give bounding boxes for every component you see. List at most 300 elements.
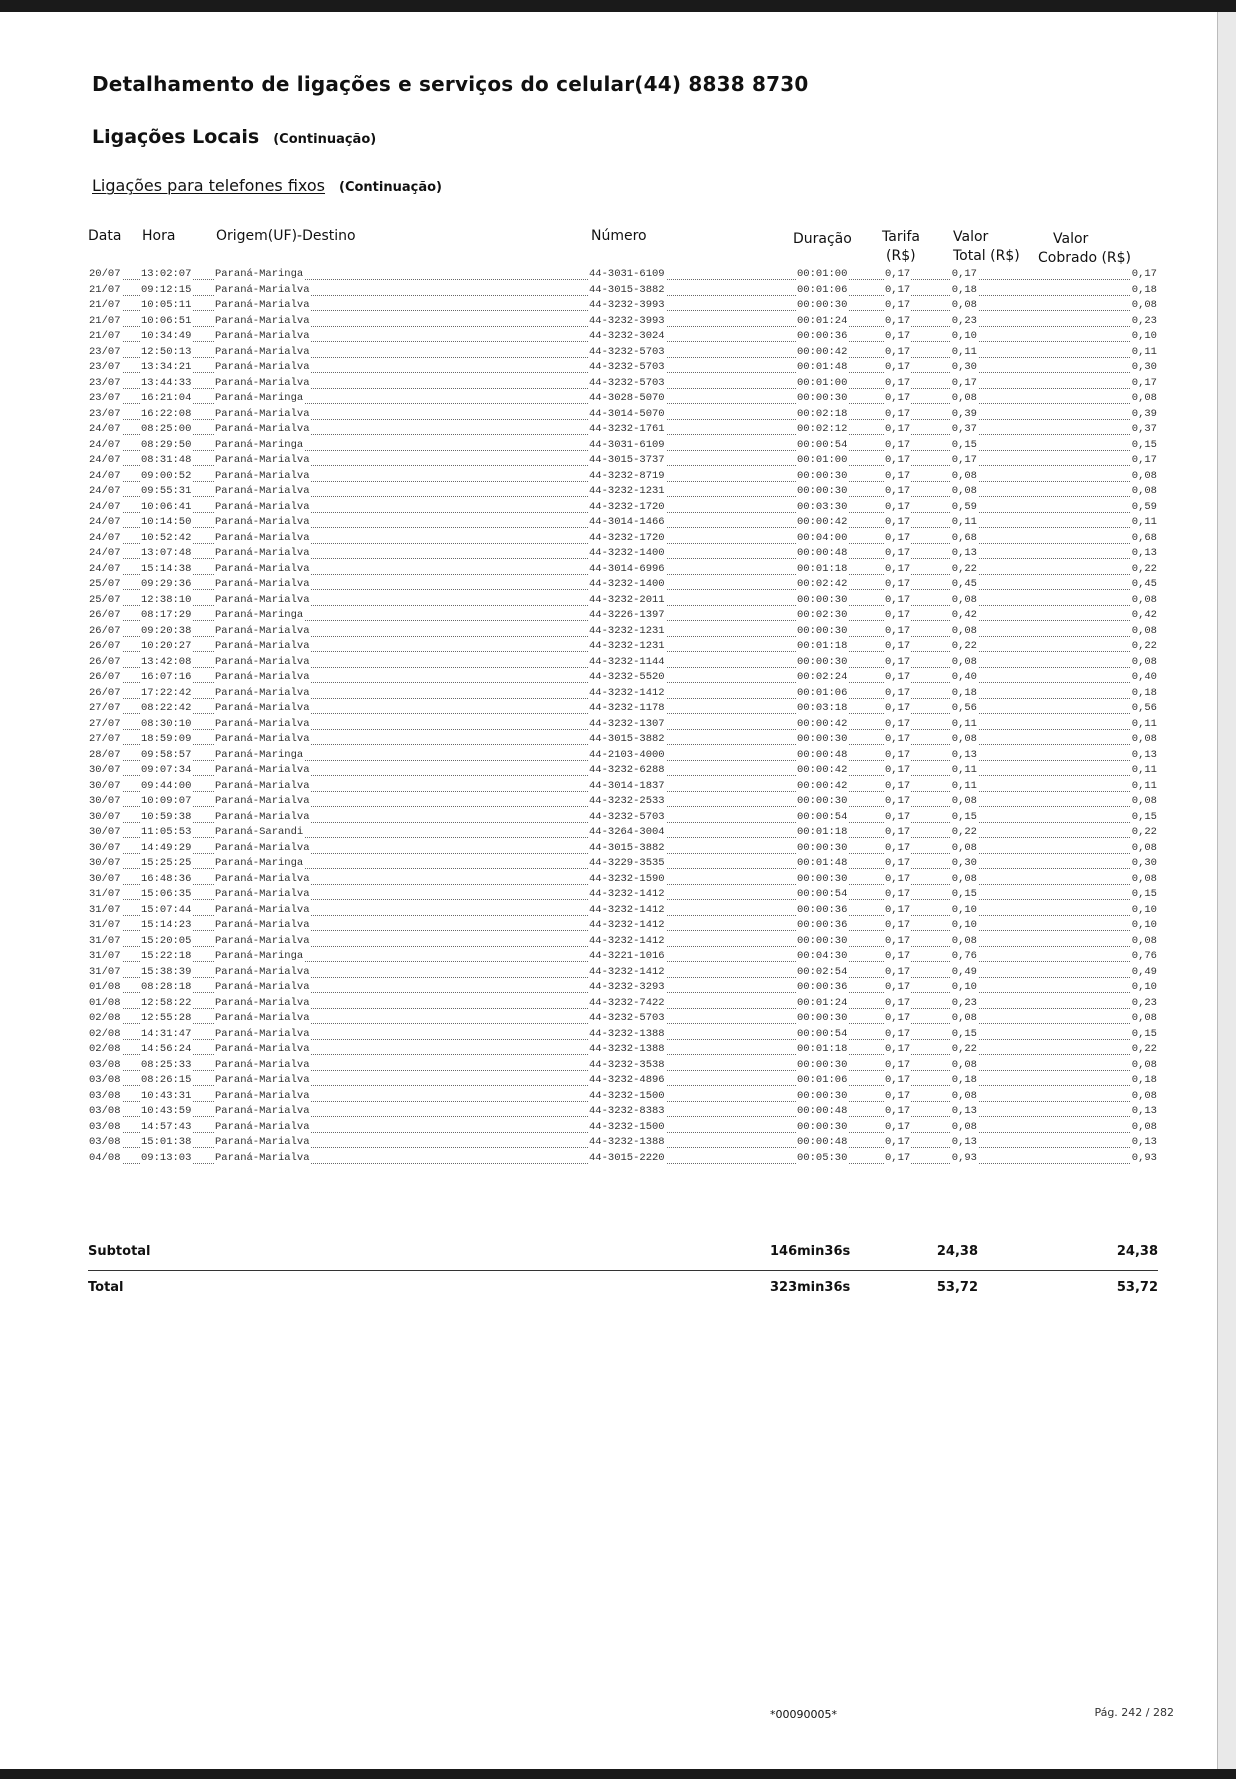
row-hora: 13:44:33 (140, 376, 192, 392)
row-origem: Paraná-Marialva (214, 686, 311, 702)
row-valor-total: 0,45 (951, 577, 978, 593)
row-tarifa: 0,17 (884, 515, 911, 531)
row-duracao: 00:00:42 (796, 345, 848, 361)
row-origem: Paraná-Marialva (214, 484, 311, 500)
row-valor-cobrado: 0,23 (1131, 314, 1158, 330)
row-tarifa: 0,17 (884, 1135, 911, 1151)
call-detail-table (88, 267, 1158, 1166)
row-origem: Paraná-Marialva (214, 1011, 311, 1027)
page-label: Pág. (1094, 1706, 1118, 1719)
row-valor-total: 0,22 (951, 1042, 978, 1058)
row-tarifa: 0,17 (884, 918, 911, 934)
row-numero: 44-3226-1397 (588, 608, 666, 624)
row-origem: Paraná-Marialva (214, 1042, 311, 1058)
row-duracao: 00:00:30 (796, 655, 848, 671)
row-data: 28/07 (88, 748, 122, 764)
row-hora: 10:52:42 (140, 531, 192, 547)
row-data: 21/07 (88, 283, 122, 299)
table-row (88, 391, 1158, 407)
table-row (88, 1027, 1158, 1043)
row-duracao: 00:01:18 (796, 1042, 848, 1058)
row-valor-cobrado: 0,22 (1131, 1042, 1158, 1058)
row-numero: 44-3232-1231 (588, 624, 666, 640)
row-hora: 15:14:38 (140, 562, 192, 578)
row-origem: Paraná-Maringa (214, 608, 304, 624)
row-origem: Paraná-Marialva (214, 980, 311, 996)
row-hora: 10:43:59 (140, 1104, 192, 1120)
total-valor-cobrado: 53,72 (1116, 1280, 1158, 1295)
row-data: 04/08 (88, 1151, 122, 1167)
row-duracao: 00:03:30 (796, 500, 848, 516)
row-numero: 44-3232-7422 (588, 996, 666, 1012)
row-data: 24/07 (88, 453, 122, 469)
table-row (88, 934, 1158, 950)
row-hora: 15:20:05 (140, 934, 192, 950)
row-data: 03/08 (88, 1104, 122, 1120)
row-valor-cobrado: 0,11 (1131, 717, 1158, 733)
row-valor-cobrado: 0,08 (1131, 391, 1158, 407)
row-valor-cobrado: 0,10 (1131, 980, 1158, 996)
row-valor-total: 0,13 (951, 1104, 978, 1120)
row-origem: Paraná-Marialva (214, 298, 311, 314)
row-valor-cobrado: 0,08 (1131, 484, 1158, 500)
row-valor-cobrado: 0,17 (1131, 453, 1158, 469)
row-hora: 08:22:42 (140, 701, 192, 717)
subtotal-duracao: 146min36s (770, 1244, 851, 1259)
row-valor-total: 0,08 (951, 391, 978, 407)
row-valor-cobrado: 0,45 (1131, 577, 1158, 593)
row-tarifa: 0,17 (884, 670, 911, 686)
row-valor-cobrado: 0,10 (1131, 918, 1158, 934)
row-origem: Paraná-Marialva (214, 996, 311, 1012)
row-numero: 44-3232-5703 (588, 360, 666, 376)
table-row (88, 267, 1158, 283)
row-valor-total: 0,13 (951, 748, 978, 764)
table-row (88, 422, 1158, 438)
row-hora: 09:07:34 (140, 763, 192, 779)
row-origem: Paraná-Marialva (214, 639, 311, 655)
row-duracao: 00:00:30 (796, 841, 848, 857)
row-hora: 16:07:16 (140, 670, 192, 686)
row-duracao: 00:00:54 (796, 1027, 848, 1043)
row-numero: 44-3015-3882 (588, 283, 666, 299)
row-valor-total: 0,56 (951, 701, 978, 717)
row-valor-cobrado: 0,08 (1131, 1011, 1158, 1027)
row-data: 30/07 (88, 779, 122, 795)
row-valor-total: 0,22 (951, 825, 978, 841)
row-tarifa: 0,17 (884, 965, 911, 981)
row-tarifa: 0,17 (884, 980, 911, 996)
row-origem: Paraná-Marialva (214, 283, 311, 299)
row-valor-total: 0,76 (951, 949, 978, 965)
row-data: 30/07 (88, 856, 122, 872)
row-hora: 10:59:38 (140, 810, 192, 826)
row-hora: 13:02:07 (140, 267, 192, 283)
row-valor-cobrado: 0,08 (1131, 872, 1158, 888)
row-data: 26/07 (88, 670, 122, 686)
row-valor-cobrado: 0,37 (1131, 422, 1158, 438)
row-duracao: 00:03:18 (796, 701, 848, 717)
row-duracao: 00:05:30 (796, 1151, 848, 1167)
header-tarifa: Tarifa (882, 229, 920, 245)
table-row (88, 1011, 1158, 1027)
row-hora: 08:31:48 (140, 453, 192, 469)
row-valor-cobrado: 0,39 (1131, 407, 1158, 423)
row-origem: Paraná-Marialva (214, 1104, 311, 1120)
row-valor-cobrado: 0,13 (1131, 1135, 1158, 1151)
row-origem: Paraná-Marialva (214, 546, 311, 562)
row-valor-total: 0,08 (951, 1089, 978, 1105)
row-valor-total: 0,18 (951, 686, 978, 702)
row-tarifa: 0,17 (884, 825, 911, 841)
row-duracao: 00:00:30 (796, 624, 848, 640)
row-data: 24/07 (88, 531, 122, 547)
row-data: 30/07 (88, 872, 122, 888)
table-row (88, 407, 1158, 423)
document-code: *00090005* (770, 1708, 837, 1721)
row-valor-cobrado: 0,08 (1131, 655, 1158, 671)
row-numero: 44-3232-3024 (588, 329, 666, 345)
row-valor-cobrado: 0,40 (1131, 670, 1158, 686)
row-data: 26/07 (88, 686, 122, 702)
row-numero: 44-3232-2011 (588, 593, 666, 609)
header-tarifa-unit: (R$) (886, 248, 916, 264)
row-numero: 44-3232-1400 (588, 577, 666, 593)
row-data: 23/07 (88, 391, 122, 407)
row-tarifa: 0,17 (884, 546, 911, 562)
row-duracao: 00:00:30 (796, 1089, 848, 1105)
table-row (88, 732, 1158, 748)
row-duracao: 00:01:00 (796, 267, 848, 283)
row-numero: 44-3015-2220 (588, 1151, 666, 1167)
row-valor-total: 0,08 (951, 298, 978, 314)
row-tarifa: 0,17 (884, 484, 911, 500)
table-row (88, 841, 1158, 857)
row-hora: 08:30:10 (140, 717, 192, 733)
header-valor-cobrado: Valor (1053, 231, 1089, 247)
row-duracao: 00:00:48 (796, 1104, 848, 1120)
row-valor-cobrado: 0,08 (1131, 298, 1158, 314)
table-row (88, 484, 1158, 500)
row-origem: Paraná-Marialva (214, 376, 311, 392)
row-hora: 15:22:18 (140, 949, 192, 965)
row-tarifa: 0,17 (884, 1058, 911, 1074)
table-row (88, 593, 1158, 609)
scan-bottom-border (0, 1769, 1236, 1779)
row-data: 03/08 (88, 1120, 122, 1136)
table-row (88, 546, 1158, 562)
row-hora: 09:55:31 (140, 484, 192, 500)
row-valor-total: 0,10 (951, 980, 978, 996)
row-hora: 10:20:27 (140, 639, 192, 655)
row-numero: 44-3221-1016 (588, 949, 666, 965)
row-origem: Paraná-Marialva (214, 562, 311, 578)
row-data: 24/07 (88, 438, 122, 454)
row-origem: Paraná-Marialva (214, 360, 311, 376)
scan-top-border (0, 0, 1236, 12)
row-duracao: 00:01:00 (796, 453, 848, 469)
row-duracao: 00:00:30 (796, 298, 848, 314)
row-origem: Paraná-Marialva (214, 345, 311, 361)
row-origem: Paraná-Marialva (214, 407, 311, 423)
row-duracao: 00:01:24 (796, 314, 848, 330)
row-valor-total: 0,08 (951, 872, 978, 888)
row-valor-total: 0,10 (951, 918, 978, 934)
table-row (88, 515, 1158, 531)
row-origem: Paraná-Marialva (214, 531, 311, 547)
row-numero: 44-3232-1590 (588, 872, 666, 888)
row-hora: 09:44:00 (140, 779, 192, 795)
row-data: 25/07 (88, 593, 122, 609)
row-origem: Paraná-Marialva (214, 453, 311, 469)
row-tarifa: 0,17 (884, 345, 911, 361)
row-valor-total: 0,11 (951, 779, 978, 795)
row-origem: Paraná-Marialva (214, 1135, 311, 1151)
table-row (88, 438, 1158, 454)
row-hora: 09:00:52 (140, 469, 192, 485)
row-origem: Paraná-Marialva (214, 655, 311, 671)
row-hora: 08:25:00 (140, 422, 192, 438)
row-valor-total: 0,68 (951, 531, 978, 547)
row-duracao: 00:00:36 (796, 980, 848, 996)
row-hora: 10:06:51 (140, 314, 192, 330)
row-tarifa: 0,17 (884, 717, 911, 733)
row-numero: 44-3232-1412 (588, 903, 666, 919)
row-valor-cobrado: 0,56 (1131, 701, 1158, 717)
row-origem: Paraná-Marialva (214, 732, 311, 748)
subtotal-valor-total: 24,38 (936, 1244, 978, 1259)
row-valor-cobrado: 0,59 (1131, 500, 1158, 516)
row-tarifa: 0,17 (884, 996, 911, 1012)
table-row (88, 500, 1158, 516)
row-tarifa: 0,17 (884, 1120, 911, 1136)
row-valor-cobrado: 0,15 (1131, 438, 1158, 454)
row-valor-total: 0,15 (951, 1027, 978, 1043)
table-row (88, 329, 1158, 345)
header-hora: Hora (142, 228, 176, 244)
row-numero: 44-3232-5703 (588, 810, 666, 826)
row-tarifa: 0,17 (884, 298, 911, 314)
table-row (88, 360, 1158, 376)
row-numero: 44-3232-5703 (588, 376, 666, 392)
row-tarifa: 0,17 (884, 794, 911, 810)
row-hora: 16:22:08 (140, 407, 192, 423)
row-numero: 44-3232-1500 (588, 1120, 666, 1136)
row-data: 31/07 (88, 918, 122, 934)
subsection-title: Ligações para telefones fixos (92, 176, 326, 195)
row-hora: 09:20:38 (140, 624, 192, 640)
table-row (88, 376, 1158, 392)
row-data: 03/08 (88, 1058, 122, 1074)
row-numero: 44-3232-1412 (588, 686, 666, 702)
row-data: 26/07 (88, 624, 122, 640)
table-row (88, 639, 1158, 655)
row-duracao: 00:00:48 (796, 1135, 848, 1151)
row-numero: 44-3232-3293 (588, 980, 666, 996)
row-valor-cobrado: 0,15 (1131, 887, 1158, 903)
row-tarifa: 0,17 (884, 686, 911, 702)
row-hora: 09:58:57 (140, 748, 192, 764)
table-row (88, 1104, 1158, 1120)
row-hora: 10:05:11 (140, 298, 192, 314)
row-origem: Paraná-Marialva (214, 763, 311, 779)
row-valor-cobrado: 0,30 (1131, 856, 1158, 872)
row-data: 31/07 (88, 903, 122, 919)
row-hora: 14:49:29 (140, 841, 192, 857)
row-hora: 16:21:04 (140, 391, 192, 407)
header-data: Data (88, 228, 122, 244)
row-numero: 44-3232-5520 (588, 670, 666, 686)
table-row (88, 965, 1158, 981)
row-data: 23/07 (88, 407, 122, 423)
row-valor-total: 0,08 (951, 794, 978, 810)
row-origem: Paraná-Marialva (214, 701, 311, 717)
row-valor-cobrado: 0,15 (1131, 1027, 1158, 1043)
row-numero: 44-3232-3993 (588, 314, 666, 330)
row-data: 30/07 (88, 763, 122, 779)
row-hora: 14:57:43 (140, 1120, 192, 1136)
row-tarifa: 0,17 (884, 562, 911, 578)
row-valor-cobrado: 0,11 (1131, 763, 1158, 779)
row-tarifa: 0,17 (884, 841, 911, 857)
table-row (88, 903, 1158, 919)
row-numero: 44-3014-1466 (588, 515, 666, 531)
row-data: 23/07 (88, 345, 122, 361)
row-origem: Paraná-Marialva (214, 717, 311, 733)
row-duracao: 00:00:42 (796, 515, 848, 531)
row-data: 31/07 (88, 887, 122, 903)
row-origem: Paraná-Marialva (214, 469, 311, 485)
row-hora: 18:59:09 (140, 732, 192, 748)
row-duracao: 00:00:30 (796, 934, 848, 950)
page-title: Detalhamento de ligações e serviços do celular(44) 8838 8730 (92, 72, 809, 96)
row-duracao: 00:01:18 (796, 639, 848, 655)
table-row (88, 1120, 1158, 1136)
row-tarifa: 0,17 (884, 1104, 911, 1120)
row-duracao: 00:00:30 (796, 593, 848, 609)
row-tarifa: 0,17 (884, 903, 911, 919)
row-hora: 12:58:22 (140, 996, 192, 1012)
row-origem: Paraná-Maringa (214, 856, 304, 872)
table-row (88, 748, 1158, 764)
row-numero: 44-3229-3535 (588, 856, 666, 872)
row-data: 24/07 (88, 500, 122, 516)
row-duracao: 00:00:30 (796, 1120, 848, 1136)
header-valor-cobrado-2: Cobrado (R$) (1038, 250, 1132, 266)
row-valor-total: 0,11 (951, 345, 978, 361)
row-origem: Paraná-Marialva (214, 1089, 311, 1105)
row-tarifa: 0,17 (884, 655, 911, 671)
row-numero: 44-3028-5070 (588, 391, 666, 407)
row-valor-cobrado: 0,08 (1131, 732, 1158, 748)
row-tarifa: 0,17 (884, 1042, 911, 1058)
row-duracao: 00:02:18 (796, 407, 848, 423)
row-tarifa: 0,17 (884, 407, 911, 423)
row-data: 23/07 (88, 360, 122, 376)
section-heading (92, 126, 376, 148)
header-valor-total: Valor (953, 229, 989, 245)
row-hora: 10:43:31 (140, 1089, 192, 1105)
row-numero: 44-3014-6996 (588, 562, 666, 578)
row-numero: 44-3014-5070 (588, 407, 666, 423)
row-valor-total: 0,08 (951, 1011, 978, 1027)
section-title: Ligações Locais (92, 126, 260, 148)
row-hora: 15:06:35 (140, 887, 192, 903)
row-hora: 16:48:36 (140, 872, 192, 888)
row-numero: 44-3232-1720 (588, 531, 666, 547)
row-origem: Paraná-Marialva (214, 872, 311, 888)
row-tarifa: 0,17 (884, 577, 911, 593)
row-numero: 44-3031-6109 (588, 267, 666, 283)
row-tarifa: 0,17 (884, 779, 911, 795)
table-row (88, 670, 1158, 686)
row-origem: Paraná-Maringa (214, 391, 304, 407)
row-valor-total: 0,11 (951, 763, 978, 779)
row-tarifa: 0,17 (884, 872, 911, 888)
row-numero: 44-3232-1307 (588, 717, 666, 733)
row-data: 02/08 (88, 1042, 122, 1058)
row-data: 21/07 (88, 298, 122, 314)
table-row (88, 562, 1158, 578)
row-duracao: 00:01:06 (796, 283, 848, 299)
row-hora: 09:29:36 (140, 577, 192, 593)
row-origem: Paraná-Marialva (214, 577, 311, 593)
row-duracao: 00:00:30 (796, 1058, 848, 1074)
row-tarifa: 0,17 (884, 701, 911, 717)
row-valor-cobrado: 0,08 (1131, 1120, 1158, 1136)
row-data: 27/07 (88, 701, 122, 717)
row-origem: Paraná-Marialva (214, 500, 311, 516)
row-hora: 15:01:38 (140, 1135, 192, 1151)
row-valor-total: 0,08 (951, 732, 978, 748)
row-tarifa: 0,17 (884, 856, 911, 872)
row-duracao: 00:00:42 (796, 779, 848, 795)
row-numero: 44-3232-1412 (588, 918, 666, 934)
row-hora: 09:12:15 (140, 283, 192, 299)
table-row (88, 345, 1158, 361)
row-valor-cobrado: 0,23 (1131, 996, 1158, 1012)
table-row (88, 794, 1158, 810)
row-hora: 08:29:50 (140, 438, 192, 454)
row-data: 31/07 (88, 934, 122, 950)
row-valor-total: 0,08 (951, 593, 978, 609)
row-data: 20/07 (88, 267, 122, 283)
row-numero: 44-3232-1231 (588, 639, 666, 655)
header-numero: Número (591, 228, 647, 244)
row-duracao: 00:00:30 (796, 872, 848, 888)
row-numero: 44-3232-5703 (588, 345, 666, 361)
row-valor-cobrado: 0,08 (1131, 794, 1158, 810)
row-tarifa: 0,17 (884, 422, 911, 438)
row-duracao: 00:01:24 (796, 996, 848, 1012)
row-numero: 44-3031-6109 (588, 438, 666, 454)
page-value: 242 / 282 (1121, 1706, 1174, 1719)
row-data: 30/07 (88, 794, 122, 810)
row-duracao: 00:00:42 (796, 717, 848, 733)
row-hora: 15:38:39 (140, 965, 192, 981)
header-duracao: Duração (793, 231, 852, 247)
row-tarifa: 0,17 (884, 314, 911, 330)
row-hora: 14:56:24 (140, 1042, 192, 1058)
row-hora: 15:25:25 (140, 856, 192, 872)
table-row (88, 701, 1158, 717)
row-valor-total: 0,15 (951, 810, 978, 826)
row-tarifa: 0,17 (884, 391, 911, 407)
row-numero: 44-3232-5703 (588, 1011, 666, 1027)
row-valor-total: 0,59 (951, 500, 978, 516)
row-data: 25/07 (88, 577, 122, 593)
row-numero: 44-3232-1388 (588, 1042, 666, 1058)
